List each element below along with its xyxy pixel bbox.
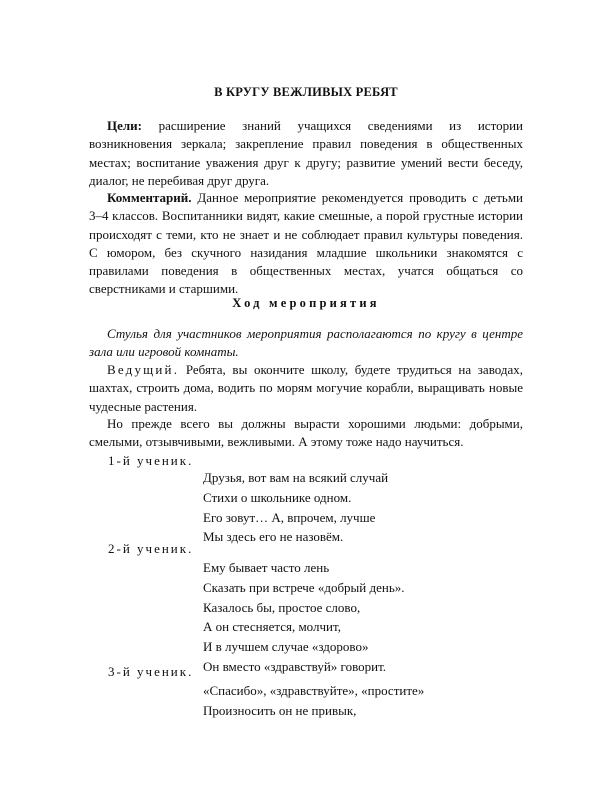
comment-label: Комментарий.	[107, 190, 192, 205]
student-1-verse	[203, 468, 388, 547]
student-3-verse	[203, 681, 424, 721]
verse-line: А он стесняется, молчит,	[203, 619, 341, 635]
goals-label: Цели:	[107, 118, 142, 133]
student-2-label: 2-й ученик.	[108, 541, 194, 556]
host-text: Ребята, вы окончите школу, будете трудиться на заводах, шахтах, строить дома, водить по морям могучие корабли, выращивать новые чудесные растения.	[89, 362, 524, 414]
verse-line: И в лучшем случае «здорово»	[203, 639, 369, 655]
verse-line: «Спасибо», «здравствуйте», «простите»	[203, 683, 425, 698]
student-1-label: 1-й ученик.	[108, 453, 194, 468]
host-label: Ведущий.	[107, 362, 180, 377]
stage-direction: Стулья для участников мероприятия располагаются по кругу в центре зала или игровой комнаты.	[89, 326, 523, 360]
verse-line: Сказать при встрече «добрый день».	[203, 579, 405, 595]
verse-line: Казалось бы, простое слово,	[203, 599, 361, 615]
host-paragraph	[89, 361, 523, 416]
verse-line: Друзья, вот вам на всякий случай	[203, 470, 389, 485]
verse-line: Он вместо «здравствуй» говорит.	[203, 658, 387, 674]
host-paragraph-2: Но прежде всего вы должны вырасти хорошими людьми: добрыми, смелыми, отзывчивыми, вежливыми. А этому тоже надо научиться.	[89, 416, 523, 450]
verse-line: Произносить он не привык,	[203, 702, 357, 718]
goals-paragraph	[89, 117, 523, 190]
document-title: В КРУГУ ВЕЖЛИВЫХ РЕБЯТ	[214, 85, 398, 99]
verse-line: Его зовут… А, впрочем, лучше	[203, 509, 376, 525]
student-3-label: 3-й ученик.	[108, 664, 194, 679]
comment-paragraph	[89, 189, 523, 299]
student-2-verse	[203, 558, 405, 677]
comment-text: Данное мероприятие рекомендуется проводить с детьми 3–4 классов. Воспитанники видят, какие смешные, а порой грустные истории происходят с теми, кто не знает и не соблюдает правил культуры поведения. С юмором, без скучного назидания младшие школьники знакомятся с правилами поведения в общественных местах, учатся общаться со сверстниками и старшими.	[89, 190, 523, 297]
verse-line: Стихи о школьнике одном.	[203, 489, 352, 505]
goals-text: расширение знаний учащихся сведениями из истории возникновения зеркала; закрепление правил поведения в общественных местах; воспитание уважения друг к другу; развитие умений вести беседу, диалог, не перебивая друг друга.	[89, 118, 524, 188]
verse-line: Ему бывает часто лень	[203, 560, 330, 575]
section-heading: Ход мероприятия	[232, 296, 380, 310]
verse-line: Мы здесь его не назовём.	[203, 529, 344, 545]
